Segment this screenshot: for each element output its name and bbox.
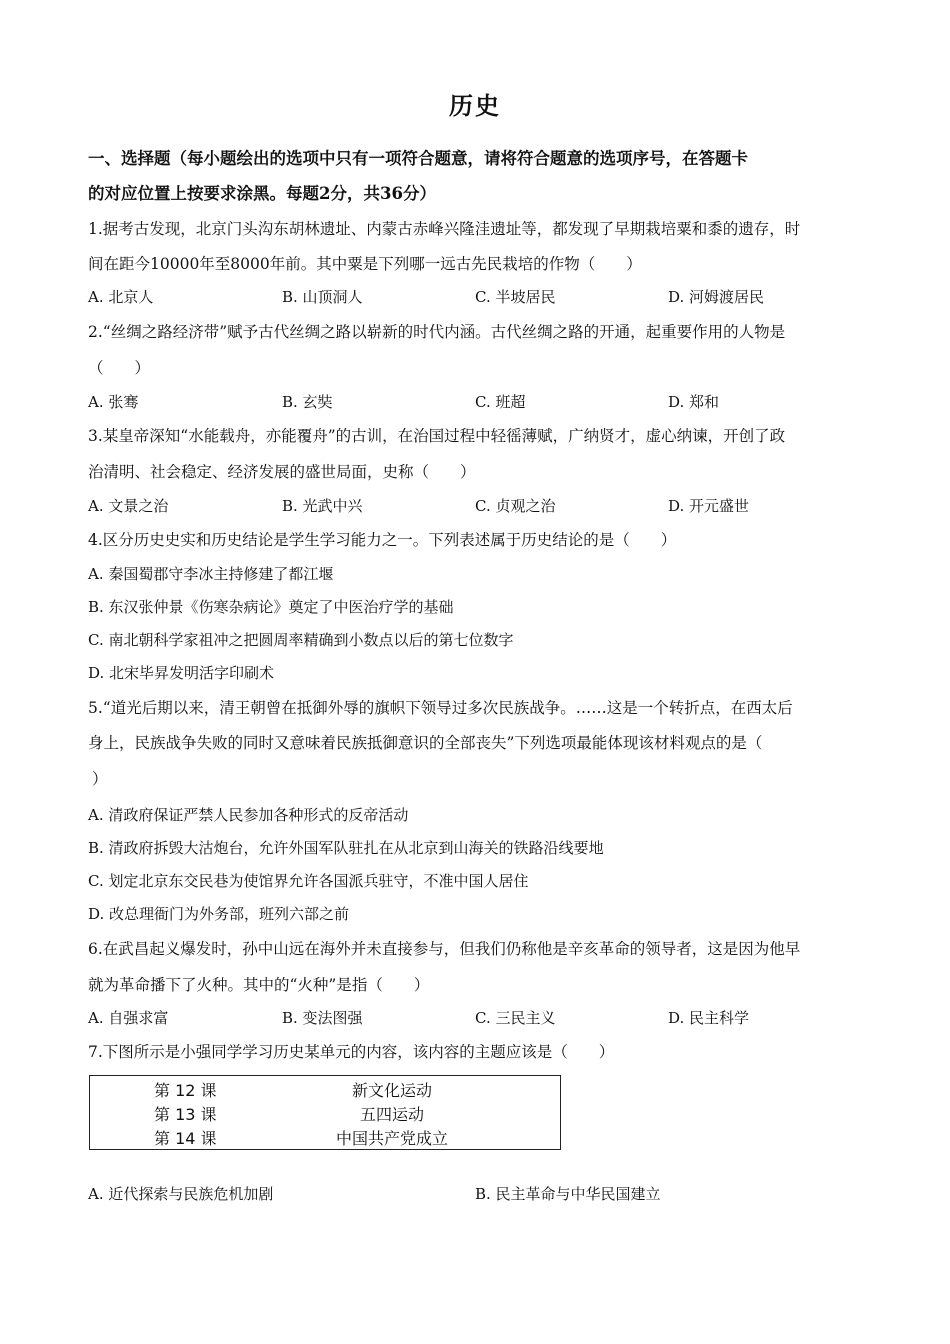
table-row	[90, 1078, 560, 1102]
question-3-option-c: C. 贞观之治	[475, 497, 556, 515]
question-4-option-a: A. 秦国蜀郡守李冰主持修建了都江堰	[88, 565, 334, 583]
lesson-topic: 中国共产党成立	[335, 1129, 448, 1148]
question-4-option-b: B. 东汉张仲景《伤寒杂病论》奠定了中医治疗学的基础	[88, 598, 454, 616]
question-3-line1: 3.某皇帝深知“水能载舟，亦能覆舟”的古训，在治国过程中轻徭薄赋，广纳贤才，虚心纳谏，开创了政	[88, 427, 786, 445]
question-5-option-a: A. 清政府保证严禁人民参加各种形式的反帝活动	[88, 806, 409, 824]
question-4-option-d: D. 北宋毕昇发明活字印刷术	[88, 664, 275, 682]
lesson-topic: 新文化运动	[351, 1081, 432, 1100]
question-2-option-a: A. 张骞	[88, 393, 139, 411]
question-3-option-b: B. 光武中兴	[282, 497, 363, 515]
question-2-option-c: C. 班超	[475, 393, 526, 411]
question-6-option-a: A. 自强求富	[88, 1009, 169, 1027]
question-4-option-c: C. 南北朝科学家祖冲之把圆周率精确到小数点以后的第七位数字	[88, 631, 514, 649]
question-7-line1: 7.下图所示是小强同学学习历史某单元的内容，该内容的主题应该是（ ）	[88, 1043, 615, 1061]
question-1-line2: 间在距今10000年至8000年前。其中粟是下列哪一远古先民栽培的作物（ ）	[88, 255, 642, 273]
question-3-line2: 治清明、社会稳定、经济发展的盛世局面，史称（ ）	[88, 463, 476, 481]
question-7-option-b: B. 民主革命与中华民国建立	[475, 1185, 661, 1203]
question-5-option-c: C. 划定北京东交民巷为使馆界允许各国派兵驻守，不准中国人居住	[88, 872, 529, 890]
lesson-number: 第 12 课	[154, 1081, 217, 1100]
question-6-option-c: C. 三民主义	[475, 1009, 556, 1027]
lesson-number: 第 14 课	[154, 1129, 217, 1148]
question-2-line2: （ ）	[88, 359, 151, 377]
question-2-option-b: B. 玄奘	[282, 393, 333, 411]
question-4-line1: 4.区分历史史实和历史结论是学生学习能力之一。下列表述属于历史结论的是（ ）	[88, 531, 677, 549]
unit-contents-table	[89, 1075, 561, 1150]
question-5-option-b: B. 清政府拆毁大沽炮台，允许外国军队驻扎在从北京到山海关的铁路沿线要地	[88, 839, 604, 857]
question-1-option-b: B. 山顶洞人	[282, 288, 363, 306]
table-row	[90, 1126, 560, 1150]
question-1-line1: 1.据考古发现，北京门头沟东胡林遗址、内蒙古赤峰兴隆洼遗址等，都发现了早期栽培粟和黍的遗存，时	[88, 220, 801, 238]
question-5-line1: 5.“道光后期以来，清王朝曾在抵御外辱的旗帜下领导过多次民族战争。……这是一个转折点，在西太后	[88, 699, 793, 717]
lesson-topic: 五四运动	[359, 1105, 424, 1124]
question-5-line2: 身上，民族战争失败的同时又意味着民族抵御意识的全部丧失”下列选项最能体现该材料观点的是（	[88, 734, 763, 752]
question-1-option-c: C. 半坡居民	[475, 288, 556, 306]
question-7-option-a: A. 近代探索与民族危机加剧	[88, 1185, 274, 1203]
table-row	[90, 1102, 560, 1126]
section-instructions-line2: 的对应位置上按要求涂黑。每题2分，共36分）	[88, 184, 436, 203]
page-title: 历史	[449, 91, 501, 120]
question-1-option-d: D. 河姆渡居民	[668, 288, 765, 306]
lesson-number: 第 13 课	[154, 1105, 217, 1124]
question-3-option-d: D. 开元盛世	[668, 497, 750, 515]
section-instructions-line1: 一、选择题（每小题绘出的选项中只有一项符合题意，请将符合题意的选项序号，在答题卡	[88, 149, 748, 168]
question-5-line3: ）	[92, 770, 108, 788]
question-2-option-d: D. 郑和	[668, 393, 720, 411]
question-6-option-b: B. 变法图强	[282, 1009, 363, 1027]
question-3-option-a: A. 文景之治	[88, 497, 169, 515]
question-1-option-a: A. 北京人	[88, 288, 154, 306]
question-2-line1: 2.“丝绸之路经济带”赋予古代丝绸之路以崭新的时代内涵。古代丝绸之路的开通，起重要作用的人物是	[88, 323, 786, 341]
question-6-line1: 6.在武昌起义爆发时，孙中山远在海外并未直接参与，但我们仍称他是辛亥革命的领导者，这是因为他早	[88, 940, 801, 958]
question-6-line2: 就为革命播下了火种。其中的“火种”是指（ ）	[88, 976, 430, 994]
question-6-option-d: D. 民主科学	[668, 1009, 750, 1027]
question-5-option-d: D. 改总理衙门为外务部，班列六部之前	[88, 905, 350, 923]
